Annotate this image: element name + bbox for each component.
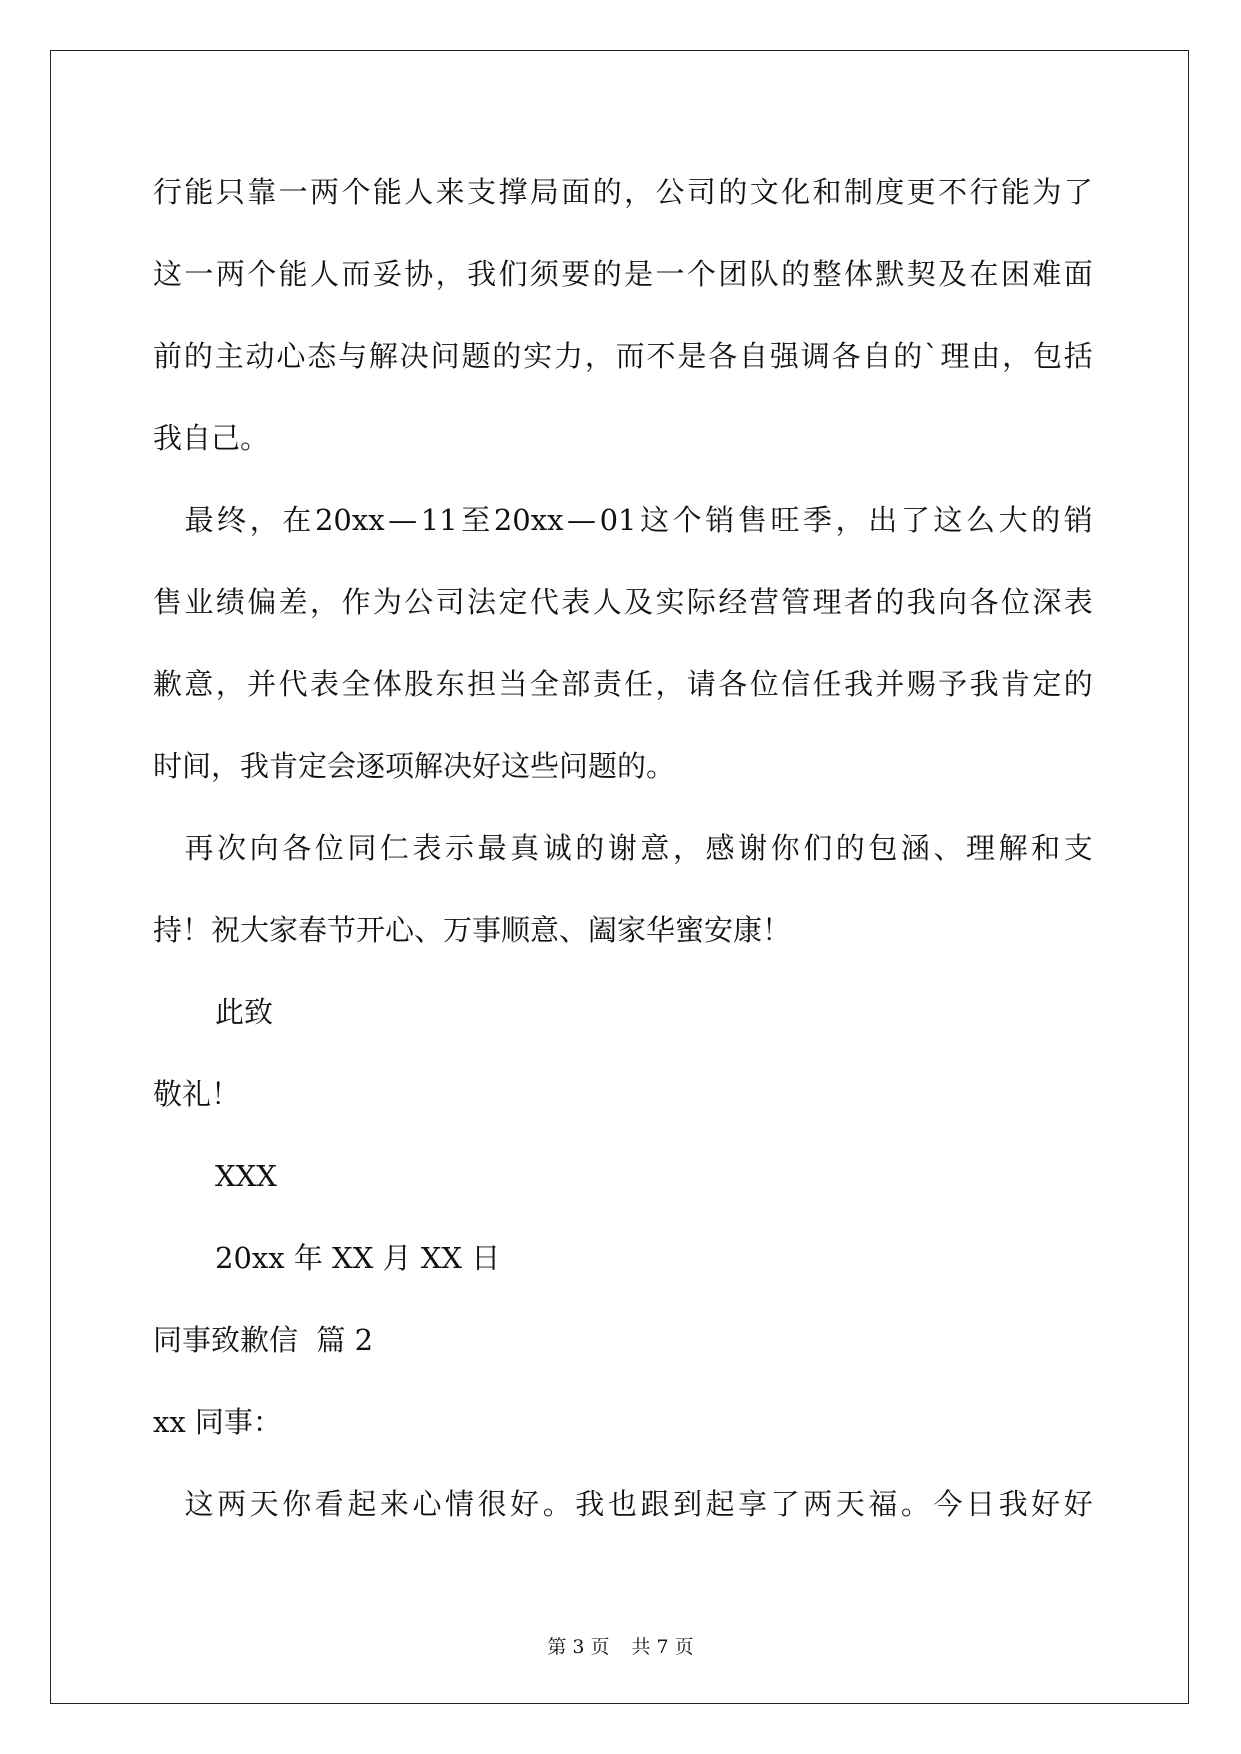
paragraph-line: 这 一 两 个 能 人 而 妥 协 ， 我 们 须 要 的 是 一 个 团 队 的 整 体 默 契 及 在 困 难 面 bbox=[153, 257, 1093, 291]
date-line: 20xx 年 XX 月 XX 日 bbox=[215, 1241, 501, 1275]
salutation: xx 同事： bbox=[153, 1405, 282, 1439]
signature: XXX bbox=[215, 1159, 277, 1193]
closing-jing-li: 敬礼！ bbox=[153, 1077, 241, 1111]
paragraph-line: 售 业 绩 偏 差 ， 作 为 公 司 法 定 代 表 人 及 实 际 经 营 管 理 者 的 我 向 各 位 深 表 bbox=[153, 585, 1093, 619]
paragraph-line: 最 终 ， 在 20xx — 11 至 20xx — 01 这 个 销 售 旺 季 ， 出 了 这 么 大 的 销 bbox=[184, 503, 1093, 537]
closing-ci-zhi: 此致 bbox=[215, 995, 274, 1029]
paragraph-line: 这 两 天 你 看 起 来 心 情 很 好 。 我 也 跟 到 起 享 了 两 天 福 。 今 日 我 好 好 bbox=[184, 1487, 1093, 1521]
page-number-total: 共 7 页 bbox=[631, 1636, 694, 1658]
paragraph-line: 行 能 只 靠 一 两 个 能 人 来 支 撑 局 面 的 ， 公 司 的 文 化 和 制 度 更 不 行 能 为 了 bbox=[153, 175, 1093, 209]
page-number-current: 第 3 页 bbox=[547, 1636, 610, 1658]
paragraph-line: 我自己。 bbox=[153, 421, 270, 455]
paragraph-line: 再 次 向 各 位 同 仁 表 示 最 真 诚 的 谢 意 ， 感 谢 你 们 的 包 涵 、 理 解 和 支 bbox=[184, 831, 1093, 865]
paragraph-line: 歉 意 ， 并 代 表 全 体 股 东 担 当 全 部 责 任 ， 请 各 位 信 任 我 并 赐 予 我 肯 定 的 bbox=[153, 667, 1093, 701]
section-heading: 同事致歉信 篇 2 bbox=[153, 1323, 374, 1357]
paragraph-line: 前 的 主 动 心 态 与 解 决 问 题 的 实 力 ， 而 不 是 各 自 强 调 各 自 的 ` 理 由 ， 包 括 bbox=[153, 339, 1093, 373]
paragraph-line: 时间，我肯定会逐项解决好这些问题的。 bbox=[153, 749, 676, 783]
page-footer bbox=[0, 1632, 1241, 1659]
paragraph-line: 持！祝大家春节开心、万事顺意、阖家华蜜安康！ bbox=[153, 913, 792, 947]
document-body bbox=[153, 151, 1093, 1545]
